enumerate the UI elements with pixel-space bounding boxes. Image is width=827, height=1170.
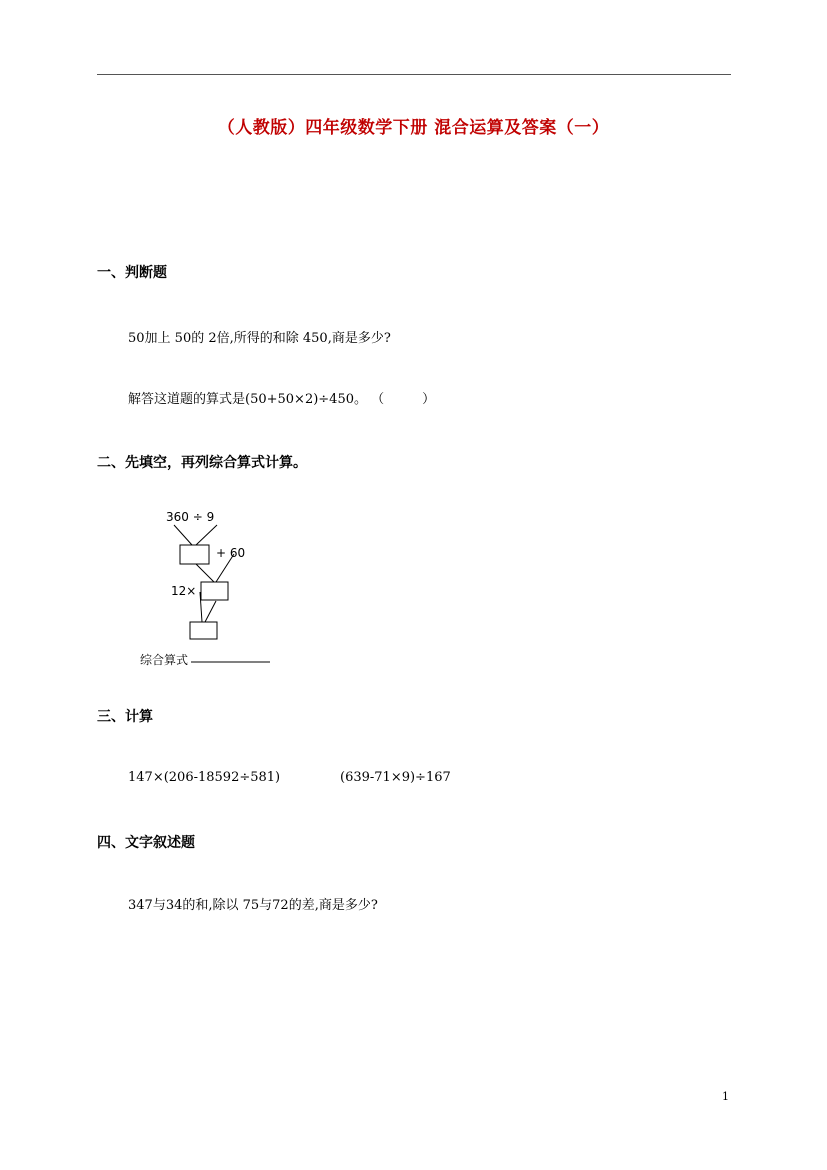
diagram-add-expression: + 60	[216, 546, 246, 560]
section-heading-fill: 二、先填空，再列综合算式计算。	[97, 455, 307, 471]
formula-label: 综合算式	[140, 653, 189, 667]
calc-expression-1: 147×(206-18592÷581)	[128, 770, 281, 785]
tree-lines	[130, 500, 330, 675]
judgment-statement	[128, 388, 435, 407]
answer-box-2[interactable]	[201, 582, 228, 600]
connector-line	[174, 525, 192, 545]
page-title: （人教版）四年级数学下册 混合运算及答案（一）	[217, 118, 610, 138]
header-rule	[97, 74, 731, 75]
judgment-question: 50加上 50的 2倍,所得的和除 450,商是多少?	[128, 331, 391, 346]
connector-line	[196, 525, 217, 545]
answer-box-3[interactable]	[190, 622, 217, 639]
diagram-multiply-expression: 12×	[171, 584, 197, 598]
section-heading-judgment: 一、判断题	[97, 265, 167, 281]
section-heading-word-problem: 四、文字叙述题	[97, 835, 195, 851]
diagram-top-expression: 360 ÷ 9	[166, 510, 215, 524]
word-problem-question: 347与34的和,除以 75与72的差,商是多少?	[128, 898, 378, 913]
page-number: 1	[722, 1090, 729, 1103]
section-heading-calculate: 三、计算	[97, 709, 153, 725]
calculation-tree-diagram	[130, 500, 330, 675]
connector-line	[196, 564, 214, 582]
calc-expression-2: (639-71×9)÷167	[340, 770, 451, 785]
connector-line	[205, 601, 216, 622]
judgment-statement-text: 解答这道题的算式是(50+50×2)÷450。	[128, 392, 367, 407]
answer-box-1[interactable]	[180, 545, 209, 564]
answer-parentheses[interactable]: （ ）	[371, 392, 436, 407]
